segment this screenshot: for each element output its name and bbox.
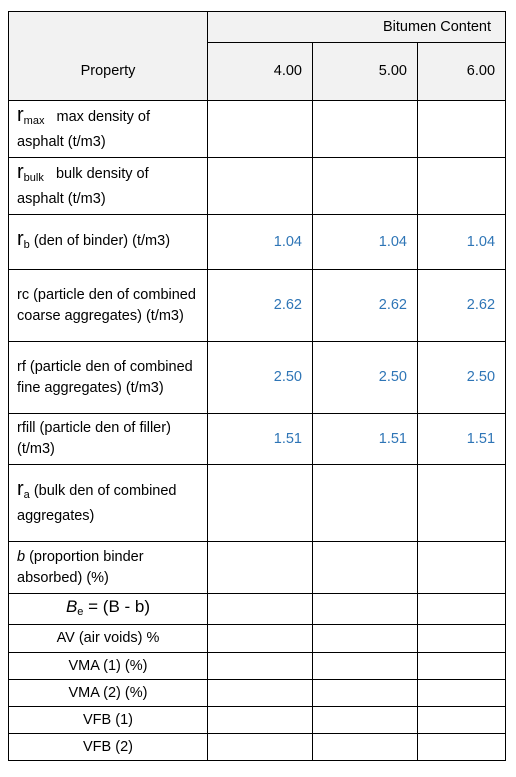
value-cell: 2.50: [313, 342, 418, 414]
value-cell: 2.62: [208, 270, 313, 342]
value-cell: [208, 707, 313, 734]
value-cell: [418, 465, 506, 542]
table-row: [9, 542, 506, 594]
value-cell: [418, 158, 506, 215]
value-cell: [313, 707, 418, 734]
formula-cell: $B_e = (B - b)$: [9, 594, 208, 625]
property-cell: b (proportion binder absorbed) (%): [9, 542, 208, 594]
property-cell: $r_{max}$ max density of asphalt (t/m3): [9, 101, 208, 158]
value-cell: 1.51: [208, 414, 313, 465]
value-cell: [208, 594, 313, 625]
table-row: [9, 270, 506, 342]
value-cell: [313, 653, 418, 680]
property-cell: $r_b$ (den of binder) (t/m3): [9, 215, 208, 270]
value-cell: [313, 734, 418, 761]
value-cell: [418, 653, 506, 680]
property-cell: $r_{bulk}$ bulk density of asphalt (t/m3): [9, 158, 208, 215]
bitumen-content-header: Bitumen Content: [208, 12, 506, 43]
value-cell: 1.51: [418, 414, 506, 465]
value-cell: 2.50: [208, 342, 313, 414]
table-row: [9, 342, 506, 414]
header-row-columns: [9, 43, 506, 101]
header-row-group: [9, 12, 506, 43]
property-header: Property: [9, 43, 208, 101]
table-row: [9, 707, 506, 734]
value-cell: [418, 101, 506, 158]
property-cell: VFB (2): [9, 734, 208, 761]
value-cell: [208, 653, 313, 680]
property-cell: VMA (1) (%): [9, 653, 208, 680]
table-row: [9, 680, 506, 707]
property-cell: rf (particle den of combined fine aggregates) (t/m3): [9, 342, 208, 414]
header-empty-cell: [9, 12, 208, 43]
value-cell: 1.04: [313, 215, 418, 270]
value-cell: [418, 594, 506, 625]
value-cell: [313, 680, 418, 707]
value-cell: [313, 625, 418, 653]
property-cell: rfill (particle den of filler) (t/m3): [9, 414, 208, 465]
value-cell: [313, 594, 418, 625]
value-cell: [418, 625, 506, 653]
value-cell: [208, 625, 313, 653]
value-cell: [313, 158, 418, 215]
value-cell: [208, 465, 313, 542]
bitumen-properties-table: [8, 11, 506, 761]
value-cell: [418, 680, 506, 707]
value-cell: 2.62: [418, 270, 506, 342]
value-cell: 2.62: [313, 270, 418, 342]
table-row: [9, 594, 506, 625]
value-cell: 2.50: [418, 342, 506, 414]
content-header-5: 5.00: [313, 43, 418, 101]
property-cell: AV (air voids) %: [9, 625, 208, 653]
value-cell: [208, 680, 313, 707]
value-cell: 1.04: [418, 215, 506, 270]
value-cell: [208, 542, 313, 594]
property-cell: rc (particle den of combined coarse aggregates) (t/m3): [9, 270, 208, 342]
value-cell: [208, 734, 313, 761]
table-row: [9, 653, 506, 680]
value-cell: [313, 465, 418, 542]
value-cell: 1.04: [208, 215, 313, 270]
property-cell: $r_a$ (bulk den of combined aggregates): [9, 465, 208, 542]
table-row: [9, 414, 506, 465]
table-row: [9, 734, 506, 761]
value-cell: [313, 542, 418, 594]
value-cell: [313, 101, 418, 158]
table-row: [9, 465, 506, 542]
table-row: [9, 215, 506, 270]
value-cell: 1.51: [313, 414, 418, 465]
value-cell: [418, 542, 506, 594]
property-cell: VFB (1): [9, 707, 208, 734]
table-row: [9, 158, 506, 215]
table-row: [9, 101, 506, 158]
content-header-4: 4.00: [208, 43, 313, 101]
value-cell: [418, 734, 506, 761]
content-header-6: 6.00: [418, 43, 506, 101]
value-cell: [418, 707, 506, 734]
table-row: [9, 625, 506, 653]
value-cell: [208, 158, 313, 215]
property-cell: VMA (2) (%): [9, 680, 208, 707]
value-cell: [208, 101, 313, 158]
